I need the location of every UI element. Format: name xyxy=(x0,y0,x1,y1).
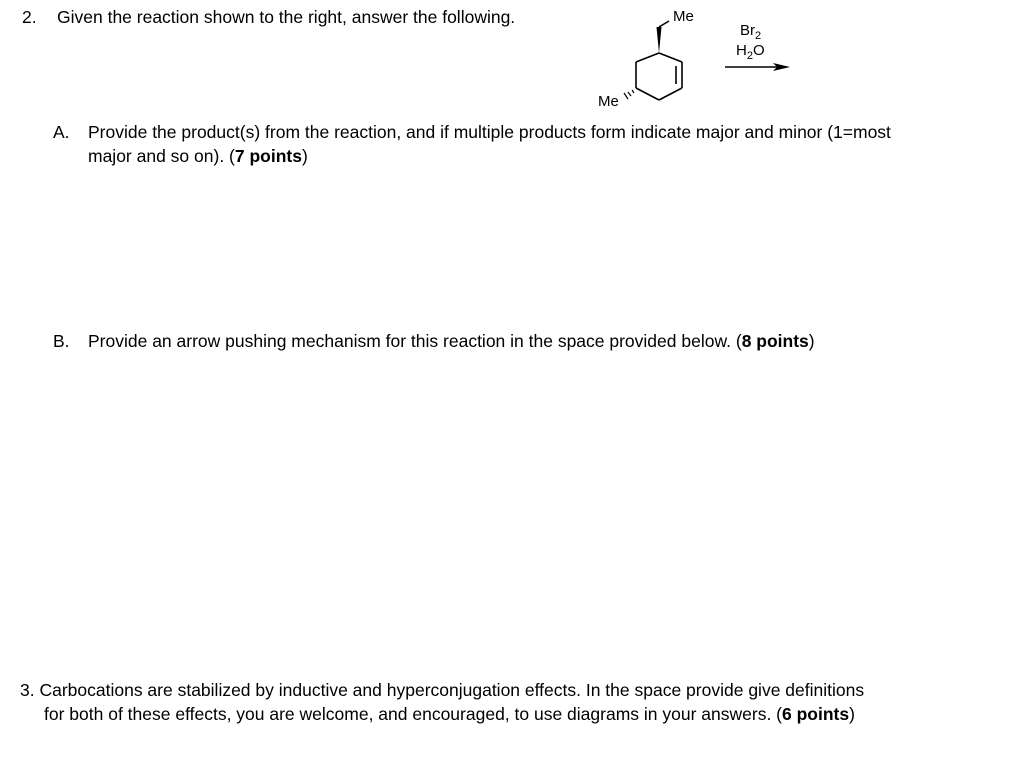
reaction-scheme xyxy=(580,0,820,115)
question-3-text xyxy=(20,678,1010,726)
reagent-bromine: $Br_2$ xyxy=(740,22,762,42)
methyl-bond-top xyxy=(659,21,669,27)
part-a-label: A. xyxy=(53,122,70,142)
part-b-text: Provide an arrow pushing mechanism for this reaction in the space provided below. (8 points) xyxy=(88,331,815,351)
reagent-water: $H_2O$ xyxy=(736,42,765,62)
question-3-line-1: 3. Carbocations are stabilized by inductive and hyperconjugation effects. In the space provide give definitions xyxy=(20,680,865,700)
part-a-points: 7 points xyxy=(234,146,302,166)
part-a-text xyxy=(88,120,1008,168)
part-a-line-1: Provide the product(s) from the reaction, and if multiple products form indicate major and minor (1=most xyxy=(88,122,891,142)
part-a-line-2: major and so on). (7 points) xyxy=(88,146,308,166)
part-b-label: B. xyxy=(53,331,70,351)
question-3-line-2: for both of these effects, you are welcome, and encouraged, to use diagrams in your answers. (6 points) xyxy=(44,704,855,724)
methyl-label-top: Me xyxy=(673,8,694,25)
cyclohexene-ring xyxy=(636,53,682,100)
methyl-label-left: Me xyxy=(598,93,619,110)
wedge-bond xyxy=(657,27,662,53)
question-2-number: 2. xyxy=(22,7,37,27)
question-3-points: 6 points xyxy=(782,704,850,724)
question-2-text: Given the reaction shown to the right, answer the following. xyxy=(57,7,516,27)
part-b-points: 8 points xyxy=(741,331,809,351)
hashed-bond xyxy=(624,90,634,99)
